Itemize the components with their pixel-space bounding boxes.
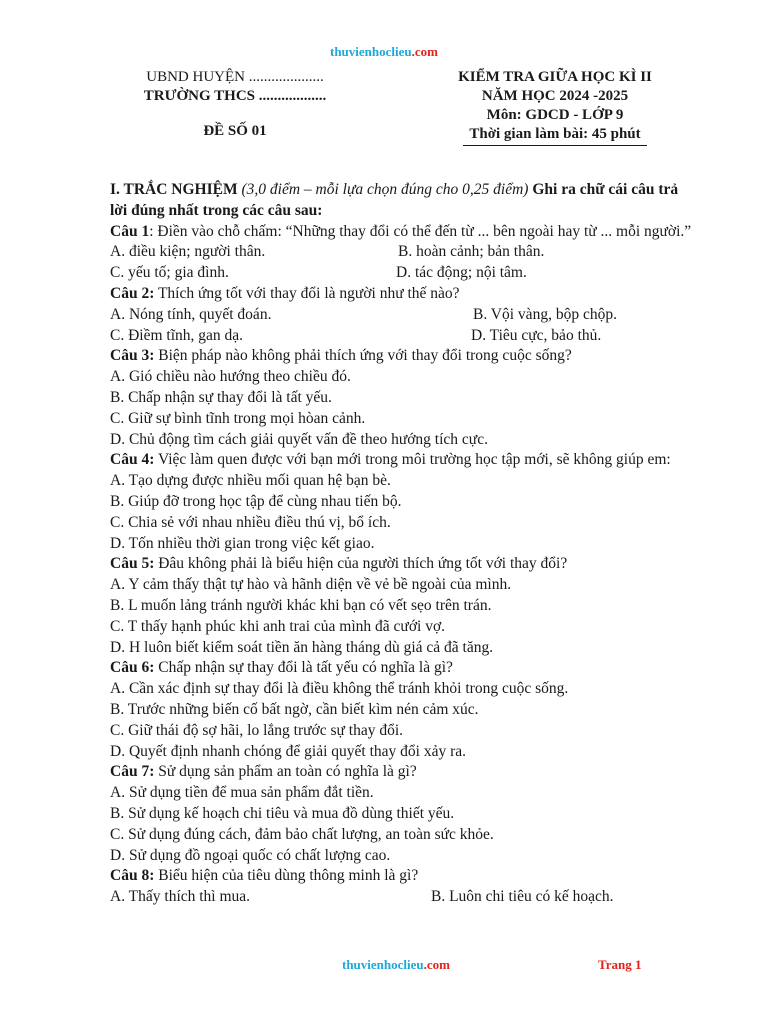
options-row bbox=[110, 263, 694, 284]
school-line: TRƯỜNG THCS .................. bbox=[143, 88, 327, 104]
question-text: Chấp nhận sự thay đổi là tất yếu có nghĩa là gì? bbox=[154, 659, 453, 677]
question-text: Biện pháp nào không phải thích ứng với thay đổi trong cuộc sống? bbox=[154, 347, 572, 365]
site-name: thuvienhoclieu bbox=[330, 44, 412, 59]
subject: Môn: GDCD - LỚP 9 bbox=[486, 107, 624, 123]
option: C. T thấy hạnh phúc khi anh trai của mình đã cưới vợ. bbox=[110, 617, 446, 635]
option: C. yếu tố; gia đình. bbox=[110, 264, 229, 282]
question-label: Câu 3: bbox=[110, 347, 155, 365]
school-year: NĂM HỌC 2024 -2025 bbox=[481, 88, 629, 104]
header-left bbox=[110, 68, 360, 141]
option: D. Tiêu cực, bảo thủ. bbox=[471, 326, 602, 344]
option: D. H luôn biết kiểm soát tiền ăn hàng tháng dù giá cả đã tăng. bbox=[110, 638, 494, 656]
option: B. Trước những biến cố bất ngờ, cần biết kìm nén cảm xúc. bbox=[110, 700, 479, 718]
option: A. Thấy thích thì mua. bbox=[110, 888, 251, 906]
question-6 bbox=[110, 658, 694, 679]
option: A. Nóng tính, quyết đoán. bbox=[110, 305, 272, 323]
option: B. Giúp đỡ trong học tập để cùng nhau tiến bộ. bbox=[110, 492, 402, 510]
question-text: Việc làm quen được với bạn mới trong môi trường học tập mới, sẽ không giúp em: bbox=[154, 451, 671, 469]
option: B. Chấp nhận sự thay đổi là tất yếu. bbox=[110, 388, 332, 406]
option: C. Chia sẻ với nhau nhiều điều thú vị, bổ ích. bbox=[110, 513, 391, 531]
header-right bbox=[410, 68, 700, 146]
option: B. Vội vàng, bộp chộp. bbox=[473, 305, 617, 323]
section-instruction: Ghi ra chữ cái câu trả lời đúng nhất trong các câu sau: bbox=[110, 181, 679, 219]
option: C. Điềm tĩnh, gan dạ. bbox=[110, 326, 244, 344]
option: A. Gió chiều nào hướng theo chiều đó. bbox=[110, 368, 351, 386]
section-title: I. TRẮC NGHIỆM bbox=[110, 181, 238, 198]
site-footer-watermark bbox=[342, 957, 450, 973]
option: D. tác động; nội tâm. bbox=[396, 264, 527, 282]
option: A. điều kiện; người thân. bbox=[110, 243, 266, 261]
question-text: Sử dụng sản phẩm an toàn có nghĩa là gì? bbox=[154, 763, 417, 781]
question-label: Câu 1 bbox=[110, 222, 150, 240]
option: B. L muốn lảng tránh người khác khi bạn có vết sẹo trên trán. bbox=[110, 596, 492, 614]
option: D. Quyết định nhanh chóng để giải quyết thay đổi xảy ra. bbox=[110, 742, 466, 760]
option: A. Sử dụng tiền để mua sản phẩm đắt tiền. bbox=[110, 784, 374, 802]
question-7 bbox=[110, 762, 694, 783]
question-5 bbox=[110, 554, 694, 575]
question-3 bbox=[110, 346, 694, 367]
option: B. hoàn cảnh; bản thân. bbox=[398, 243, 545, 261]
option: C. Giữ thái độ sợ hãi, lo lắng trước sự thay đổi. bbox=[110, 721, 404, 739]
question-label: Câu 8: bbox=[110, 867, 155, 885]
page-number: Trang 1 bbox=[598, 957, 642, 972]
question-label: Câu 5: bbox=[110, 555, 155, 573]
site-name: thuvienhoclieu bbox=[342, 957, 424, 972]
options-row bbox=[110, 305, 694, 326]
question-1 bbox=[110, 222, 694, 243]
question-label: Câu 6: bbox=[110, 659, 155, 677]
options-row bbox=[110, 326, 694, 347]
option: B. Sử dụng kế hoạch chi tiêu và mua đồ dùng thiết yếu. bbox=[110, 804, 455, 822]
section-heading bbox=[110, 180, 694, 222]
option: C. Giữ sự bình tĩnh trong mọi hòan cảnh. bbox=[110, 409, 366, 427]
option: B. Luôn chi tiêu có kế hoạch. bbox=[431, 888, 614, 906]
site-domain: .com bbox=[423, 957, 450, 972]
question-label: Câu 2: bbox=[110, 284, 155, 302]
question-text: Biểu hiện của tiêu dùng thông minh là gì? bbox=[154, 867, 419, 885]
question-text: Đâu không phải là biểu hiện của người thích ứng tốt với thay đổi? bbox=[154, 555, 568, 573]
time-limit: Thời gian làm bài: 45 phút bbox=[463, 125, 646, 146]
site-header-watermark bbox=[0, 44, 768, 60]
question-text: : Điền vào chỗ chấm: “Những thay đổi có thể đến từ ... bên ngoài hay từ ... mỗi người.” bbox=[149, 222, 692, 240]
exam-content bbox=[110, 180, 694, 908]
option: D. Tốn nhiều thời gian trong việc kết giao. bbox=[110, 534, 375, 552]
options-row bbox=[110, 887, 694, 908]
option: A. Tạo dựng được nhiều mối quan hệ bạn bè. bbox=[110, 472, 391, 490]
option: A. Y cảm thấy thật tự hào và hãnh diện về vẻ bề ngoài của mình. bbox=[110, 576, 512, 594]
question-4 bbox=[110, 450, 694, 471]
option: A. Cần xác định sự thay đổi là điều không thể tránh khỏi trong cuộc sống. bbox=[110, 680, 569, 698]
question-label: Câu 4: bbox=[110, 451, 155, 469]
district-line: UBND HUYỆN .................... bbox=[146, 69, 324, 85]
question-2 bbox=[110, 284, 694, 305]
option: D. Chủ động tìm cách giải quyết vấn đề theo hướng tích cực. bbox=[110, 430, 488, 448]
site-domain: .com bbox=[411, 44, 438, 59]
option: C. Sử dụng đúng cách, đảm bảo chất lượng, an toàn sức khỏe. bbox=[110, 825, 494, 843]
question-8 bbox=[110, 866, 694, 887]
section-note: (3,0 điểm – mỗi lựa chọn đúng cho 0,25 điểm) bbox=[241, 181, 529, 198]
question-text: Thích ứng tốt với thay đổi là người như thế nào? bbox=[154, 284, 460, 302]
options-row bbox=[110, 242, 694, 263]
question-label: Câu 7: bbox=[110, 763, 155, 781]
exam-code: ĐỀ SỐ 01 bbox=[203, 123, 267, 139]
exam-title: KIỂM TRA GIỮA HỌC KÌ II bbox=[458, 69, 652, 85]
option: D. Sử dụng đồ ngoại quốc có chất lượng cao. bbox=[110, 846, 391, 864]
